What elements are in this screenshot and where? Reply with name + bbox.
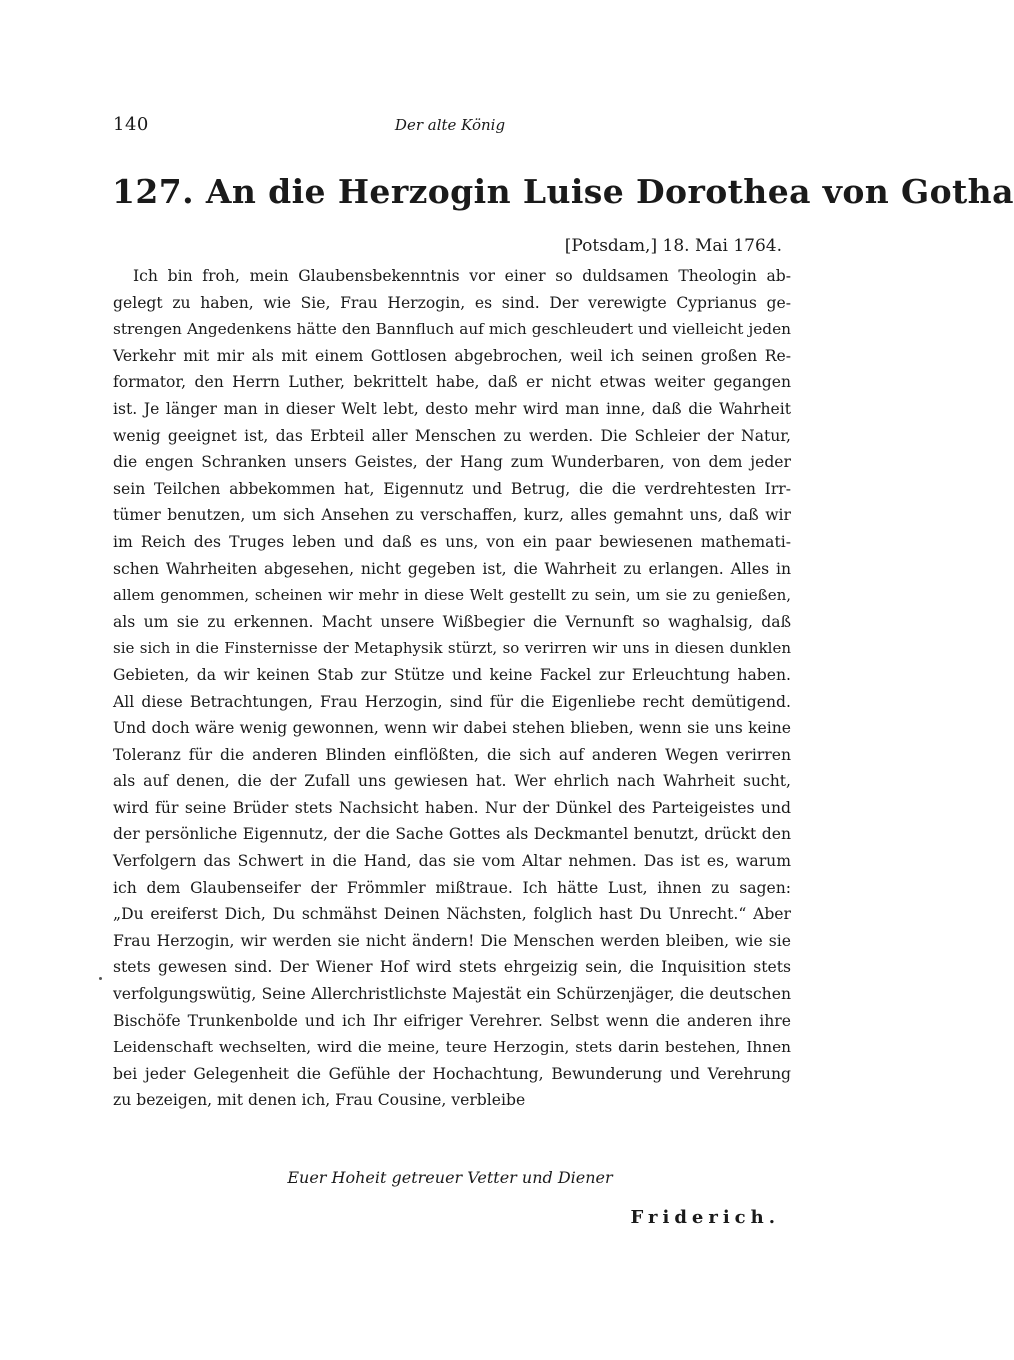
body-line: allem genommen, scheinen wir mehr in diese Welt gestellt zu sein, um sie zu genießen,: [113, 586, 791, 605]
body-line: als auf denen, die der Zufall uns gewiesen hat. Wer ehrlich nach Wahrheit sucht,: [113, 772, 791, 791]
body-line: der persönliche Eigennutz, der die Sache Gottes als Deckmantel benutzt, drückt den: [113, 825, 791, 844]
page-number: 140: [113, 114, 149, 135]
letter-signature: Friderich.: [630, 1207, 780, 1228]
body-line: Toleranz für die anderen Blinden einflößten, die sich auf anderen Wegen verirren: [113, 745, 791, 764]
body-line: zu bezeigen, mit denen ich, Frau Cousine, verbleibe: [113, 1091, 526, 1110]
body-line: verfolgungswütig, Seine Allerchristlichste Majestät ein Schürzenjäger, die deutschen: [113, 985, 791, 1004]
body-line: wenig geeignet ist, das Erbteil aller Menschen zu werden. Die Schleier der Natur,: [113, 426, 791, 445]
body-line: Ich bin froh, mein Glaubensbekenntnis vor einer so duldsamen Theologin ab-: [133, 267, 791, 285]
body-line: strengen Angedenkens hätte den Bannfluch auf mich geschleudert und vielleicht jeden: [113, 320, 791, 339]
body-line: Verfolgern das Schwert in die Hand, das sie vom Altar nehmen. Das ist es, warum: [113, 852, 791, 871]
body-line: Und doch wäre wenig gewonnen, wenn wir dabei stehen blieben, wenn sie uns keine: [113, 719, 791, 738]
body-line: bei jeder Gelegenheit die Gefühle der Hochachtung, Bewunderung und Verehrung: [113, 1064, 791, 1083]
letter-title: 127. An die Herzogin Luise Dorothea von Gotha: [112, 172, 1014, 211]
body-line: Frau Herzogin, wir werden sie nicht ändern! Die Menschen werden bleiben, wie sie: [113, 931, 791, 950]
body-line: ist. Je länger man in dieser Welt lebt, desto mehr wird man inne, daß die Wahrheit: [113, 399, 791, 418]
body-line: Verkehr mit mir als mit einem Gottlosen abgebrochen, weil ich seinen großen Re-: [113, 346, 791, 365]
body-line: „Du ereiferst Dich, Du schmähst Deinen Nächsten, folglich hast Du Unrecht.“ Aber: [113, 905, 791, 924]
body-line: als um sie zu erkennen. Macht unsere Wißbegier die Vernunft so waghalsig, daß: [113, 612, 791, 631]
letter-closing: Euer Hoheit getreuer Vetter und Diener: [287, 1168, 613, 1187]
body-line: wird für seine Brüder stets Nachsicht haben. Nur der Dünkel des Parteigeistes und: [113, 798, 791, 817]
body-line: gelegt zu haben, wie Sie, Frau Herzogin, es sind. Der verewigte Cyprianus ge-: [113, 293, 791, 312]
body-line: im Reich des Truges leben und daß es uns, von ein paar bewiesenen mathemati-: [113, 532, 791, 551]
stray-ink-mark: [99, 977, 102, 980]
running-head: Der alte König: [394, 116, 506, 134]
letter-body: [113, 263, 791, 1114]
body-line: formator, den Herrn Luther, bekrittelt habe, daß er nicht etwas weiter gegangen: [113, 373, 791, 392]
body-line: All diese Betrachtungen, Frau Herzogin, sind für die Eigenliebe recht demütigend.: [113, 692, 791, 711]
body-line: tümer benutzen, um sich Ansehen zu verschaffen, kurz, alles gemahnt uns, daß wir: [113, 506, 791, 525]
body-line: Bischöfe Trunkenbolde und ich Ihr eifriger Verehrer. Selbst wenn die anderen ihre: [113, 1011, 791, 1030]
body-line: Gebieten, da wir keinen Stab zur Stütze und keine Fackel zur Erleuchtung haben.: [113, 665, 791, 684]
letter-dateline: [Potsdam,] 18. Mai 1764.: [564, 236, 782, 256]
body-line: stets gewesen sind. Der Wiener Hof wird stets ehrgeizig sein, die Inquisition stets: [113, 958, 791, 977]
body-line: ich dem Glaubenseifer der Frömmler mißtraue. Ich hätte Lust, ihnen zu sagen:: [113, 878, 791, 897]
body-line: die engen Schranken unsers Geistes, der Hang zum Wunderbaren, von dem jeder: [113, 453, 791, 472]
body-line: sie sich in die Finsternisse der Metaphysik stürzt, so verirren wir uns in diesen dunklen: [113, 639, 791, 658]
body-line: schen Wahrheiten abgesehen, nicht gegeben ist, die Wahrheit zu erlangen. Alles in: [113, 559, 791, 578]
body-line: Leidenschaft wechselten, wird die meine, teure Herzogin, stets darin bestehen, Ihnen: [113, 1038, 791, 1057]
body-line: sein Teilchen abbekommen hat, Eigennutz und Betrug, die die verdrehtesten Irr-: [113, 479, 791, 498]
